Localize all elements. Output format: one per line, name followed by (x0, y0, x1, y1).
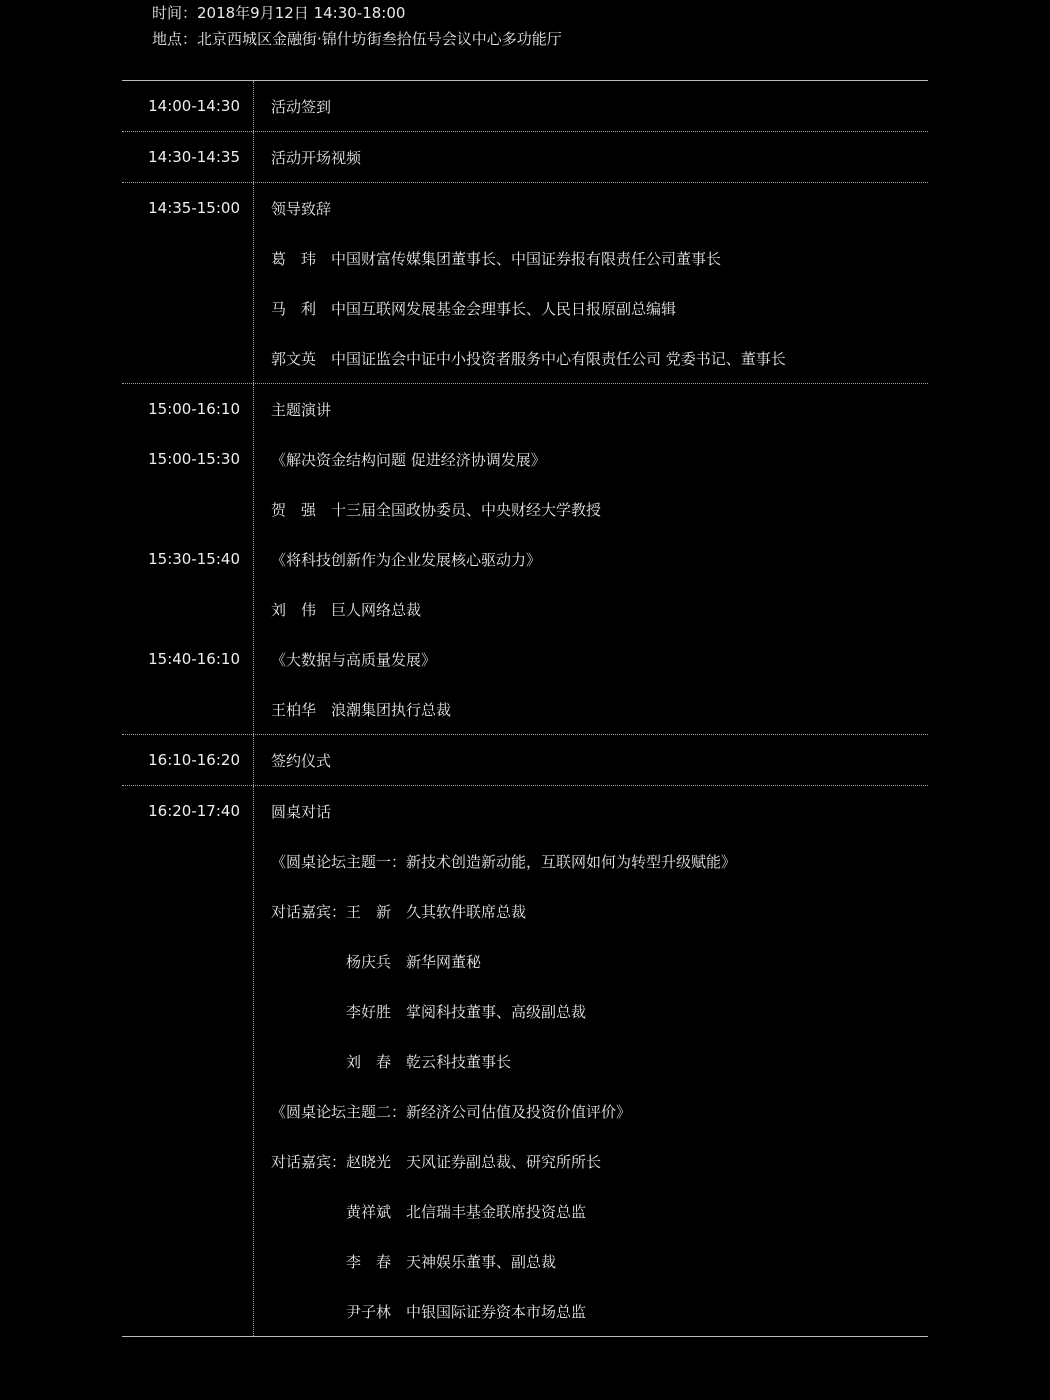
agenda-item-text: 圆桌对话 (271, 802, 332, 821)
agenda-item-text: 郭文英 中国证监会中证中小投资者服务中心有限责任公司 党委书记、董事长 (271, 349, 786, 368)
agenda-section (122, 182, 928, 383)
agenda-row (122, 1236, 928, 1286)
agenda-row (122, 81, 928, 131)
agenda-row (122, 1086, 928, 1136)
agenda-item-text: 刘 伟 巨人网络总裁 (271, 600, 422, 619)
agenda-row (122, 434, 928, 484)
event-time: 时间：2018年9月12日 14:30-18:00 (152, 4, 406, 22)
agenda-time: 15:00-15:30 (148, 450, 240, 468)
agenda-item-text: 尹子林 中银国际证券资本市场总监 (271, 1302, 587, 1321)
agenda-row (122, 584, 928, 634)
agenda-row (122, 836, 928, 886)
agenda-item-text: 贺 强 十三届全国政协委员、中央财经大学教授 (271, 500, 602, 519)
agenda-item-text: 黄祥斌 北信瑞丰基金联席投资总监 (271, 1202, 587, 1221)
agenda-row (122, 484, 928, 534)
agenda-item-text: 《将科技创新作为企业发展核心驱动力》 (271, 550, 542, 569)
agenda-item-text: 领导致辞 (271, 199, 332, 218)
agenda-item-text: 李好胜 掌阅科技董事、高级副总裁 (271, 1002, 587, 1021)
agenda-item-text: 签约仪式 (271, 751, 332, 770)
agenda-section (122, 81, 928, 131)
agenda-item-text: 《圆桌论坛主题一：新技术创造新动能，互联网如何为转型升级赋能》 (271, 852, 737, 871)
agenda-row (122, 886, 928, 936)
event-location: 地点：北京西城区金融街·锦什坊街叁拾伍号会议中心多功能厅 (152, 30, 562, 48)
agenda-item-text: 杨庆兵 新华网董秘 (271, 952, 482, 971)
agenda-item-text: 李 春 天神娱乐董事、副总裁 (271, 1252, 557, 1271)
agenda-row (122, 735, 928, 785)
agenda-row (122, 1036, 928, 1086)
agenda-row (122, 333, 928, 383)
agenda-row (122, 634, 928, 684)
agenda-section (122, 131, 928, 182)
agenda-time: 14:00-14:30 (148, 97, 240, 115)
agenda-item-text: 活动签到 (271, 97, 332, 116)
agenda-row (122, 384, 928, 434)
agenda-item-text: 马 利 中国互联网发展基金会理事长、人民日报原副总编辑 (271, 299, 677, 318)
agenda-item-text: 对话嘉宾：赵晓光 天风证券副总裁、研究所所长 (271, 1152, 602, 1171)
agenda-time: 14:35-15:00 (148, 199, 240, 217)
agenda-item-text: 王柏华 浪潮集团执行总裁 (271, 700, 452, 719)
agenda-item-text: 葛 玮 中国财富传媒集团董事长、中国证券报有限责任公司董事长 (271, 249, 722, 268)
agenda-time: 16:10-16:20 (148, 751, 240, 769)
agenda-row (122, 233, 928, 283)
agenda-item-text: 对话嘉宾：王 新 久其软件联席总裁 (271, 902, 527, 921)
agenda-item-text: 《大数据与高质量发展》 (271, 650, 437, 669)
agenda-row (122, 1136, 928, 1186)
agenda-time: 16:20-17:40 (148, 802, 240, 820)
agenda-row (122, 936, 928, 986)
agenda-table (122, 80, 928, 1337)
agenda-item-text: 《圆桌论坛主题二：新经济公司估值及投资价值评价》 (271, 1102, 632, 1121)
agenda-row (122, 786, 928, 836)
agenda-row (122, 986, 928, 1036)
agenda-time: 14:30-14:35 (148, 148, 240, 166)
agenda-section (122, 383, 928, 734)
agenda-row (122, 1286, 928, 1336)
agenda-row (122, 534, 928, 584)
agenda-row (122, 132, 928, 182)
agenda-section (122, 734, 928, 785)
agenda-row (122, 684, 928, 734)
agenda-item-text: 刘 春 乾云科技董事长 (271, 1052, 512, 1071)
agenda-row (122, 183, 928, 233)
agenda-section (122, 785, 928, 1336)
agenda-row (122, 283, 928, 333)
agenda-item-text: 活动开场视频 (271, 148, 362, 167)
event-info (152, 0, 912, 56)
agenda-row (122, 1186, 928, 1236)
agenda-time: 15:40-16:10 (148, 650, 240, 668)
agenda-time: 15:00-16:10 (148, 400, 240, 418)
agenda-item-text: 《解决资金结构问题 促进经济协调发展》 (271, 450, 546, 469)
agenda-item-text: 主题演讲 (271, 400, 332, 419)
agenda-time: 15:30-15:40 (148, 550, 240, 568)
